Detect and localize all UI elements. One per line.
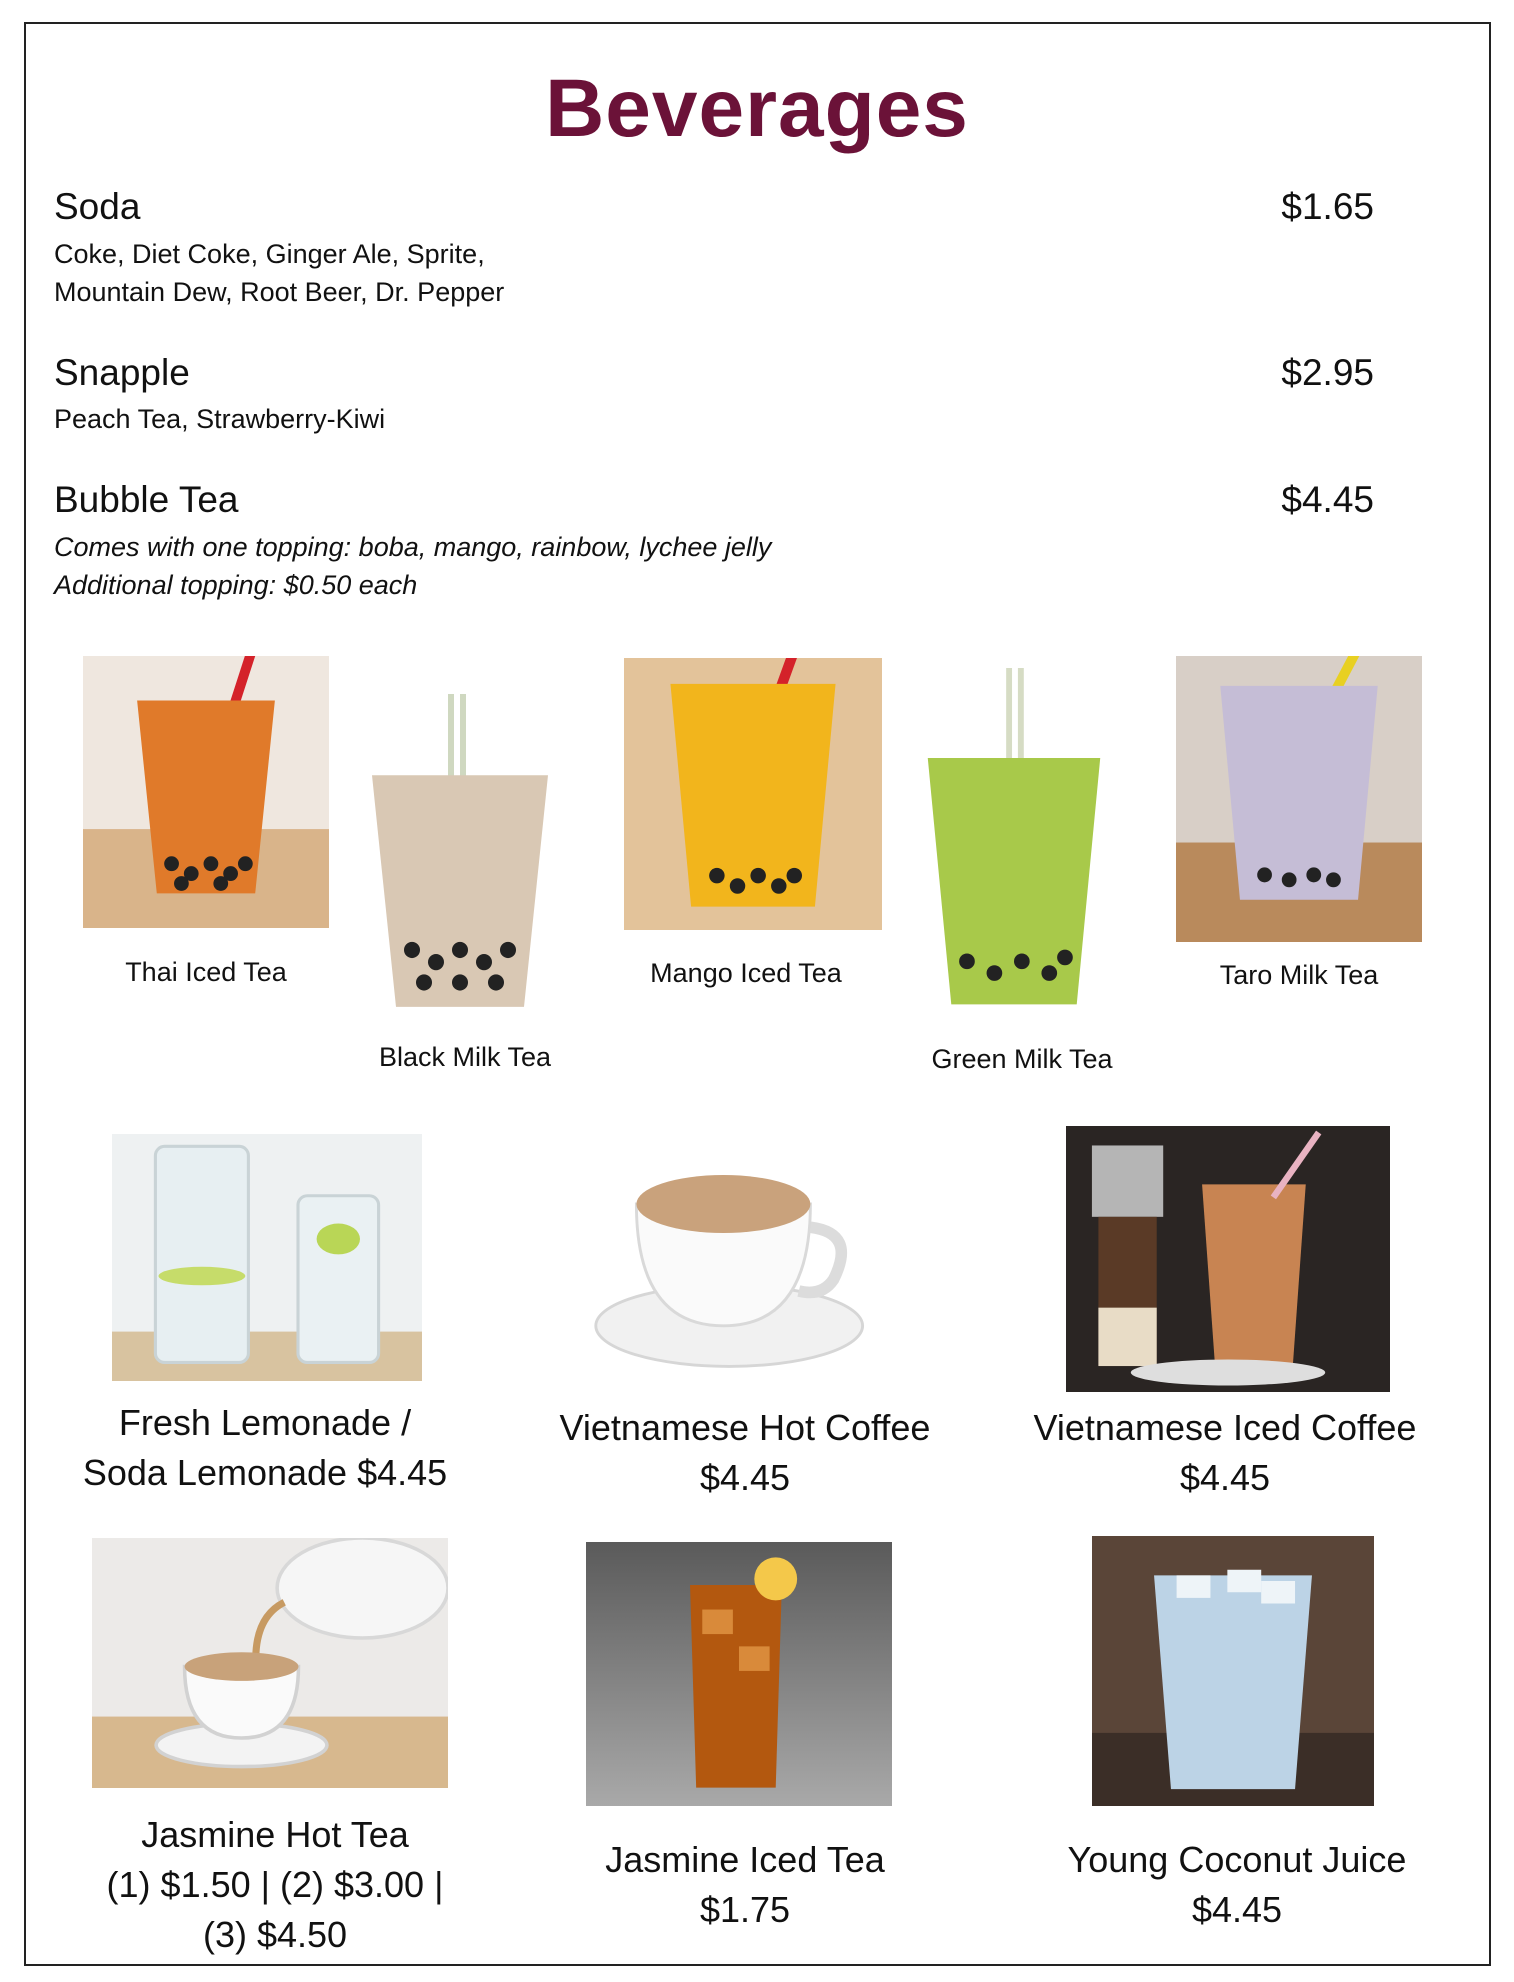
caption-line: Jasmine Iced Tea — [605, 1839, 885, 1880]
caption-line: Jasmine Hot Tea — [141, 1814, 409, 1855]
caption-line: Soda Lemonade $4.45 — [82, 1452, 448, 1493]
caption-line: $4.45 — [699, 1457, 791, 1498]
caption-lemonade — [60, 1398, 470, 1498]
caption-line: Fresh Lemonade / — [118, 1402, 412, 1443]
caption-line: $4.45 — [1179, 1457, 1271, 1498]
item-desc-bubble-tea — [54, 528, 771, 604]
item-price-snapple: $2.95 — [1281, 352, 1374, 393]
desc-line: Comes with one topping: boba, mango, rainbow, lychee jelly — [54, 532, 772, 562]
desc-line: Peach Tea, Strawberry-Kiwi — [54, 404, 386, 434]
caption-mango-iced-tea: Mango Iced Tea — [650, 958, 842, 988]
caption-vietnamese-hot-coffee — [530, 1403, 960, 1503]
taro-milk-tea-photo — [1176, 656, 1422, 942]
black-milk-tea-photo — [360, 694, 560, 1019]
item-price-bubble-tea: $4.45 — [1281, 479, 1374, 520]
page-title: Beverages — [545, 63, 969, 154]
caption-line: $4.45 — [1191, 1889, 1283, 1930]
caption-vietnamese-iced-coffee — [1010, 1403, 1440, 1503]
thai-iced-tea-photo — [83, 656, 329, 928]
caption-line: Vietnamese Hot Coffee — [559, 1407, 931, 1448]
caption-taro-milk-tea: Taro Milk Tea — [1219, 960, 1379, 990]
desc-line: Mountain Dew, Root Beer, Dr. Pepper — [54, 277, 505, 307]
item-price-soda: $1.65 — [1281, 186, 1374, 227]
caption-line: (3) $4.50 — [202, 1914, 348, 1955]
lemonade-photo — [112, 1134, 422, 1381]
item-name-snapple: Snapple — [54, 352, 190, 393]
caption-black-milk-tea: Black Milk Tea — [378, 1042, 552, 1072]
item-name-soda: Soda — [54, 186, 141, 227]
caption-jasmine-iced-tea — [530, 1835, 960, 1935]
caption-thai-iced-tea: Thai Iced Tea — [125, 957, 287, 987]
jasmine-hot-tea-photo — [92, 1538, 448, 1788]
cup-fill — [928, 758, 1100, 1004]
caption-jasmine-hot-tea — [60, 1810, 490, 1960]
caption-green-milk-tea: Green Milk Tea — [931, 1044, 1113, 1074]
item-desc-snapple — [54, 400, 385, 438]
vietnamese-hot-coffee-photo — [590, 1146, 880, 1378]
desc-line: Coke, Diet Coke, Ginger Ale, Sprite, — [54, 239, 485, 269]
mango-iced-tea-photo — [624, 658, 882, 930]
item-name-bubble-tea: Bubble Tea — [54, 479, 239, 520]
caption-line: Young Coconut Juice — [1067, 1839, 1407, 1880]
cup-fill — [1220, 686, 1377, 900]
caption-line: Vietnamese Iced Coffee — [1033, 1407, 1417, 1448]
item-desc-soda — [54, 235, 504, 311]
young-coconut-juice-photo — [1092, 1536, 1374, 1806]
green-milk-tea-photo — [916, 668, 1112, 1020]
cup-fill — [372, 775, 548, 1007]
jasmine-iced-tea-photo — [586, 1542, 892, 1806]
caption-young-coconut-juice — [1022, 1835, 1452, 1935]
caption-line: $1.75 — [699, 1889, 791, 1930]
vietnamese-iced-coffee-photo — [1066, 1126, 1390, 1392]
caption-line: (1) $1.50 | (2) $3.00 | — [106, 1864, 444, 1905]
desc-line: Additional topping: $0.50 each — [54, 570, 418, 600]
